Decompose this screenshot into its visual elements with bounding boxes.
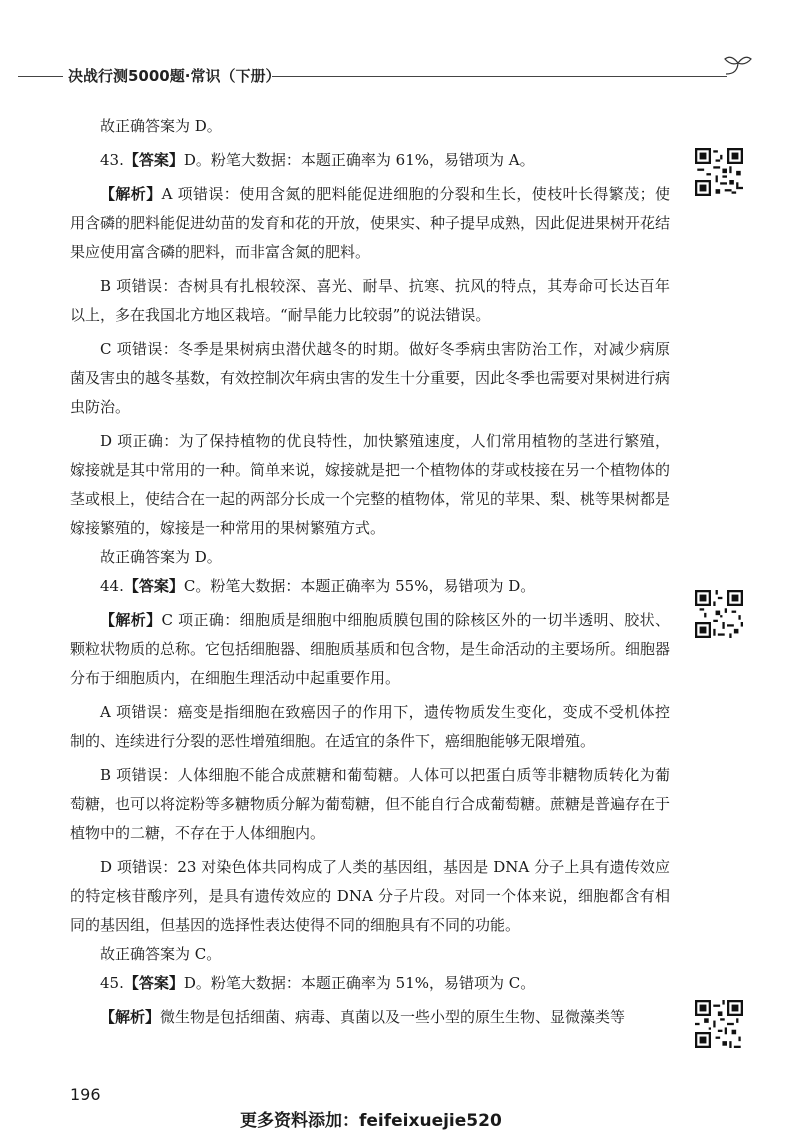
book-title: 决战行测5000题·常识（下册）: [68, 67, 281, 85]
qr-code-icon[interactable]: [695, 1000, 743, 1048]
conclusion-44: 故正确答案为 C。: [100, 945, 222, 963]
question-number: 45.: [100, 974, 124, 992]
answer-explanations: [70, 112, 670, 1032]
answer-text: C。粉笔大数据：本题正确率为 55%，易错项为 D。: [183, 577, 536, 595]
analysis-43-b: B 项错误：杏树具有扎根较深、喜光、耐旱、抗寒、抗风的特点，其寿命可长达百年以上，多在我国北方地区栽培。“耐旱能力比较弱”的说法错误。: [70, 277, 670, 324]
analysis-text: 微生物是包括细菌、病毒、真菌以及一些小型的原生生物、显微藻类等: [160, 1008, 626, 1026]
answer-43: [70, 146, 670, 175]
running-header: [0, 60, 800, 90]
conclusion-43: 故正确答案为 D。: [100, 548, 222, 566]
analysis-tag: 【解析】: [100, 611, 162, 629]
analysis-44-d: D 项错误：23 对染色体共同构成了人类的基因组，基因是 DNA 分子上具有遗传效应的特定核苷酸序列，是具有遗传效应的 DNA 分子片段。对同一个体来说，细胞都含有相同的基因组，但基因的选择性表达使得不同的细胞具有不同的功能。: [70, 858, 670, 934]
question-number: 43.: [100, 151, 124, 169]
analysis-43-c: C 项错误：冬季是果树病虫潜伏越冬的时期。做好冬季病虫害防治工作，对减少病原菌及害虫的越冬基数，有效控制次年病虫害的发生十分重要，因此冬季也需要对果树进行病虫防治。: [70, 340, 671, 416]
sprout-icon: [722, 54, 754, 80]
header-rule-right: [272, 76, 727, 77]
answer-tag: 【答案】: [123, 974, 184, 992]
analysis-44-c: [70, 606, 670, 693]
analysis-tag: 【解析】: [100, 185, 162, 203]
answer-tag: 【答案】: [123, 151, 184, 169]
page-number: 196: [70, 1085, 101, 1104]
analysis-45-a: [70, 1003, 670, 1032]
analysis-43-a: [70, 180, 670, 267]
answer-tag: 【答案】: [123, 577, 184, 595]
question-number: 44.: [100, 577, 124, 595]
analysis-44-b: B 项错误：人体细胞不能合成蔗糖和葡萄糖。人体可以把蛋白质等非糖物质转化为葡萄糖，也可以将淀粉等多糖物质分解为葡萄糖，但不能自行合成葡萄糖。蔗糖是普遍存在于植物中的二糖，不存在于人体细胞内。: [70, 766, 671, 842]
answer-44: [70, 572, 670, 601]
conclusion-42: 故正确答案为 D。: [100, 117, 222, 135]
analysis-text: C 项正确：细胞质是细胞中细胞质膜包围的除核区外的一切半透明、胶状、颗粒状物质的总称。它包括细胞器、细胞质基质和包含物，是生命活动的主要场所。细胞器分布于细胞质内，在细胞生理活动中起重要作用。: [70, 611, 671, 687]
analysis-tag: 【解析】: [100, 1008, 161, 1026]
header-rule-left: [18, 76, 63, 77]
answer-45: [70, 969, 670, 998]
qr-code-icon[interactable]: [695, 590, 743, 638]
analysis-text: A 项错误：使用含氮的肥料能促进细胞的分裂和生长，使枝叶长得繁茂；使用含磷的肥料能促进幼苗的发育和花的开放，使果实、种子提早成熟，因此促进果树开花结果应使用富含磷的肥料，而非富含氮的肥料。: [70, 185, 671, 261]
analysis-44-a: A 项错误：癌变是指细胞在致癌因子的作用下，遗传物质发生变化，变成不受机体控制的、连续进行分裂的恶性增殖细胞。在适宜的条件下，癌细胞能够无限增殖。: [70, 703, 670, 750]
footer-watermark-text: 更多资料添加：feifeixuejie520: [240, 1111, 502, 1131]
analysis-43-d: D 项正确：为了保持植物的优良特性，加快繁殖速度，人们常用植物的茎进行繁殖，嫁接就是其中常用的一种。简单来说，嫁接就是把一个植物体的芽或枝接在另一个植物体的茎或根上，使结合在一起的两部分长成一个完整的植物体，常见的苹果、梨、桃等果树都是嫁接繁殖的，嫁接是一种常用的果树繁殖方式。: [70, 432, 671, 537]
answer-text: D。粉笔大数据：本题正确率为 51%，易错项为 C。: [183, 974, 536, 992]
qr-code-icon[interactable]: [695, 148, 743, 196]
answer-text: D。粉笔大数据：本题正确率为 61%，易错项为 A。: [183, 151, 535, 169]
